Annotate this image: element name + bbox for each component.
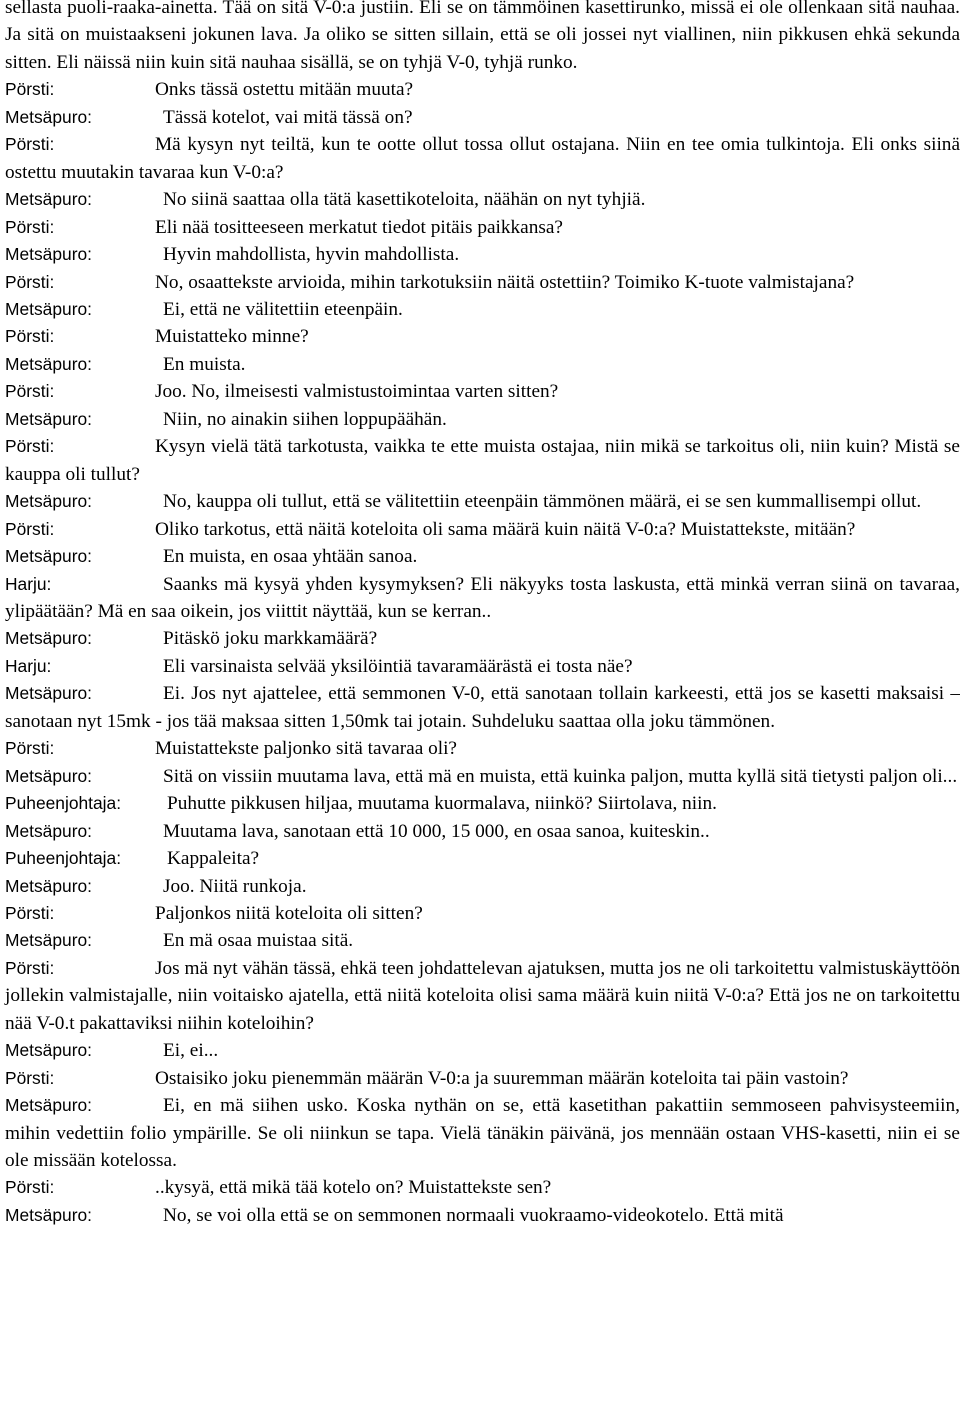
dialogue-turn <box>5 571 960 626</box>
speaker-label: Metsäpuro: <box>5 875 92 896</box>
dialogue-turn <box>5 543 960 570</box>
speech-text: Ei, en mä siihen usko. Koska nythän on se, että kasetithan pakattiin semmoseen pahvisysteemiin, mihin vedettiin folio ympärille. Se oli niinkun se tapa. Vielä tänäkin päivänä, jos mennään ostaan VHS-kasetti, niin ei se ole missään kotelossa. <box>5 1095 960 1172</box>
dialogue-turn <box>5 241 960 268</box>
speech-text: En muista, en osaa yhtään sanoa. <box>163 546 418 568</box>
speech-text: Pitäskö joku markkamäärä? <box>163 628 378 650</box>
speaker-label: Pörsti: <box>5 381 55 402</box>
dialogue-turn <box>5 927 960 954</box>
speech-text: Mä kysyn nyt teiltä, kun te ootte ollut tossa ollut ostajana. Niin en tee omia tulkintoja. Eli onks siinä ostettu muutakin tavaraa kun V-0:a? <box>5 134 960 183</box>
speaker-label: Puheenjohtaja: <box>5 848 122 869</box>
speaker-label: Metsäpuro: <box>5 491 92 512</box>
dialogue-turn <box>5 296 960 323</box>
dialogue-turn <box>5 323 960 350</box>
speaker-label: Pörsti: <box>5 79 55 100</box>
dialogue-turn <box>5 1174 960 1201</box>
dialogue-turn <box>5 1037 960 1064</box>
speech-text: Onks tässä ostettu mitään muuta? <box>155 79 414 101</box>
speech-text: Kysyn vielä tätä tarkotusta, vaikka te ette muista ostajaa, niin mikä se tarkoitus oli, niin kuin? Mistä se kauppa oli tullut? <box>5 436 960 485</box>
speaker-label: Pörsti: <box>5 1177 55 1198</box>
speaker-label: Harju: <box>5 573 52 594</box>
speech-text: Eli nää tositteeseen merkatut tiedot pitäis paikkansa? <box>155 216 563 238</box>
speech-text: Tässä kotelot, vai mitä tässä on? <box>163 106 413 128</box>
speech-text: Ostaisiko joku pienemmän määrän V-0:a ja suuremman määrän koteloita tai päin vastoin? <box>155 1067 849 1089</box>
speech-text: Ei, että ne välitettiin eteenpäin. <box>163 298 403 320</box>
dialogue-turn <box>5 900 960 927</box>
speaker-label: Metsäpuro: <box>5 930 92 951</box>
dialogue-turn <box>5 1065 960 1092</box>
dialogue-turn <box>5 186 960 213</box>
speaker-label: Pörsti: <box>5 326 55 347</box>
speech-text: Hyvin mahdollista, hyvin mahdollista. <box>163 244 460 266</box>
dialogue-turn <box>5 214 960 241</box>
dialogue-turn <box>5 433 960 488</box>
speech-text: Sitä on vissiin muutama lava, että mä en muista, että kuinka paljon, mutta kyllä sitä tietysti paljon oli... <box>163 765 958 787</box>
speech-text: Niin, no ainakin siihen loppupäähän. <box>163 408 447 430</box>
speaker-label: Pörsti: <box>5 216 55 237</box>
dialogue-turn <box>5 763 960 790</box>
speech-text: Eli varsinaista selvää yksilöintiä tavaramäärästä ei tosta näe? <box>163 655 633 677</box>
speaker-label: Metsäpuro: <box>5 546 92 567</box>
speech-text: Kappaleita? <box>167 848 260 870</box>
speech-text: Joo. Niitä runkoja. <box>163 875 307 897</box>
speech-text: No, kauppa oli tullut, että se välitettiin eteenpäin tämmönen määrä, ei se sen kummallisempi ollut. <box>163 491 922 513</box>
speech-text: Muistatteko minne? <box>155 326 309 348</box>
dialogue-turn <box>5 873 960 900</box>
dialogue-turn <box>5 625 960 652</box>
speaker-label: Metsäpuro: <box>5 106 92 127</box>
speech-text: No, se voi olla että se on semmonen normaali vuokraamo-videokotelo. Että mitä <box>163 1204 784 1226</box>
dialogue-turn <box>5 790 960 817</box>
speech-text: Muistattekste paljonko sitä tavaraa oli? <box>155 738 457 760</box>
transcript-page <box>5 0 960 1235</box>
dialogue-turn <box>5 76 960 103</box>
speaker-label: Puheenjohtaja: <box>5 793 122 814</box>
dialogue-turn <box>5 488 960 515</box>
dialogue-turn <box>5 653 960 680</box>
dialogue-turn <box>5 406 960 433</box>
speech-text: Jos mä nyt vähän tässä, ehkä teen johdattelevan ajatuksen, mutta jos ne oli tarkoitettu valmistuskäyttöön jollekin valmistajalle, niin voitaisko ajatella, että niitä koteloita olisi sama määrä kuin niitä V-0:a? Että jos ne on tarkoitettu nää V-0.t pakattaviksi niihin koteloihin? <box>5 957 960 1034</box>
dialogue-turn <box>5 1092 960 1174</box>
speech-text: ..kysyä, että mikä tää kotelo on? Muistattekste sen? <box>155 1177 552 1199</box>
paragraph-text: sellasta puoli-raaka-ainetta. Tää on sitä V-0:a justiin. Eli se on tämmöinen kasettirunko, missä ei ole ollenkaan sitä nauhaa. Ja sitä on muistaakseni jokunen lava. Ja oliko se sitten sillain, että se oli jossei nyt viallinen, niin pikkusen ehkä sekunda sitten. Eli näissä niin kuin sitä nauhaa sisällä, se on tyhjä V-0, tyhjä runko. <box>5 0 960 73</box>
speaker-label: Pörsti: <box>5 957 55 978</box>
speech-text: Ei, ei... <box>163 1040 219 1062</box>
speaker-label: Metsäpuro: <box>5 298 92 319</box>
speaker-label: Metsäpuro: <box>5 1095 92 1116</box>
dialogue-turn <box>5 104 960 131</box>
speaker-label: Pörsti: <box>5 134 55 155</box>
speaker-label: Pörsti: <box>5 436 55 457</box>
speech-text: Puhutte pikkusen hiljaa, muutama kuormalava, niinkö? Siirtolava, niin. <box>167 793 717 815</box>
speaker-label: Metsäpuro: <box>5 244 92 265</box>
speaker-label: Metsäpuro: <box>5 353 92 374</box>
speech-text: Paljonkos niitä koteloita oli sitten? <box>155 902 423 924</box>
speaker-label: Pörsti: <box>5 271 55 292</box>
dialogue-turn <box>5 680 960 735</box>
speaker-label: Metsäpuro: <box>5 820 92 841</box>
speaker-label: Pörsti: <box>5 902 55 923</box>
speaker-label: Metsäpuro: <box>5 628 92 649</box>
speaker-label: Metsäpuro: <box>5 408 92 429</box>
dialogue-turn <box>5 735 960 762</box>
speaker-label: Pörsti: <box>5 518 55 539</box>
speaker-label: Pörsti: <box>5 1067 55 1088</box>
speaker-label: Harju: <box>5 655 52 676</box>
speaker-label: Metsäpuro: <box>5 189 92 210</box>
speaker-label: Metsäpuro: <box>5 683 92 704</box>
speech-text: Muutama lava, sanotaan että 10 000, 15 000, en osaa sanoa, kuiteskin.. <box>163 820 710 842</box>
dialogue-turn <box>5 818 960 845</box>
speech-text: Saanks mä kysyä yhden kysymyksen? Eli näkyyks tosta laskusta, että minkä verran siinä on tavaraa, ylipäätään? Mä en saa oikein, jos viittit näyttää, kun se kerran.. <box>5 573 960 622</box>
transcript-turns <box>5 79 960 1235</box>
speech-text: Oliko tarkotus, että näitä koteloita oli sama määrä kuin näitä V-0:a? Muistattekste, mitään? <box>155 518 856 540</box>
speaker-label: Pörsti: <box>5 738 55 759</box>
dialogue-turn <box>5 269 960 296</box>
speech-text: Joo. No, ilmeisesti valmistustoimintaa varten sitten? <box>155 381 559 403</box>
lead-paragraph <box>5 0 960 76</box>
dialogue-turn <box>5 516 960 543</box>
dialogue-turn <box>5 351 960 378</box>
dialogue-turn <box>5 845 960 872</box>
speech-text: No, osaattekste arvioida, mihin tarkotuksiin näitä ostettiin? Toimiko K-tuote valmistajana? <box>155 271 855 293</box>
speaker-label: Metsäpuro: <box>5 1040 92 1061</box>
speech-text: En muista. <box>163 353 246 375</box>
dialogue-turn <box>5 1202 960 1229</box>
dialogue-turn <box>5 131 960 186</box>
dialogue-turn <box>5 955 960 1037</box>
speech-text: Ei. Jos nyt ajattelee, että semmonen V-0, että sanotaan tollain karkeesti, että jos se kasetti maksaisi – sanotaan nyt 15mk - jos tää maksaa sitten 1,50mk tai jotain. Suhdeluku saattaa olla joku tämmönen. <box>5 683 960 732</box>
speaker-label: Metsäpuro: <box>5 765 92 786</box>
speaker-label: Metsäpuro: <box>5 1204 92 1225</box>
speech-text: No siinä saattaa olla tätä kasettikoteloita, näähän on nyt tyhjiä. <box>163 189 646 211</box>
speech-text: En mä osaa muistaa sitä. <box>163 930 354 952</box>
dialogue-turn <box>5 378 960 405</box>
